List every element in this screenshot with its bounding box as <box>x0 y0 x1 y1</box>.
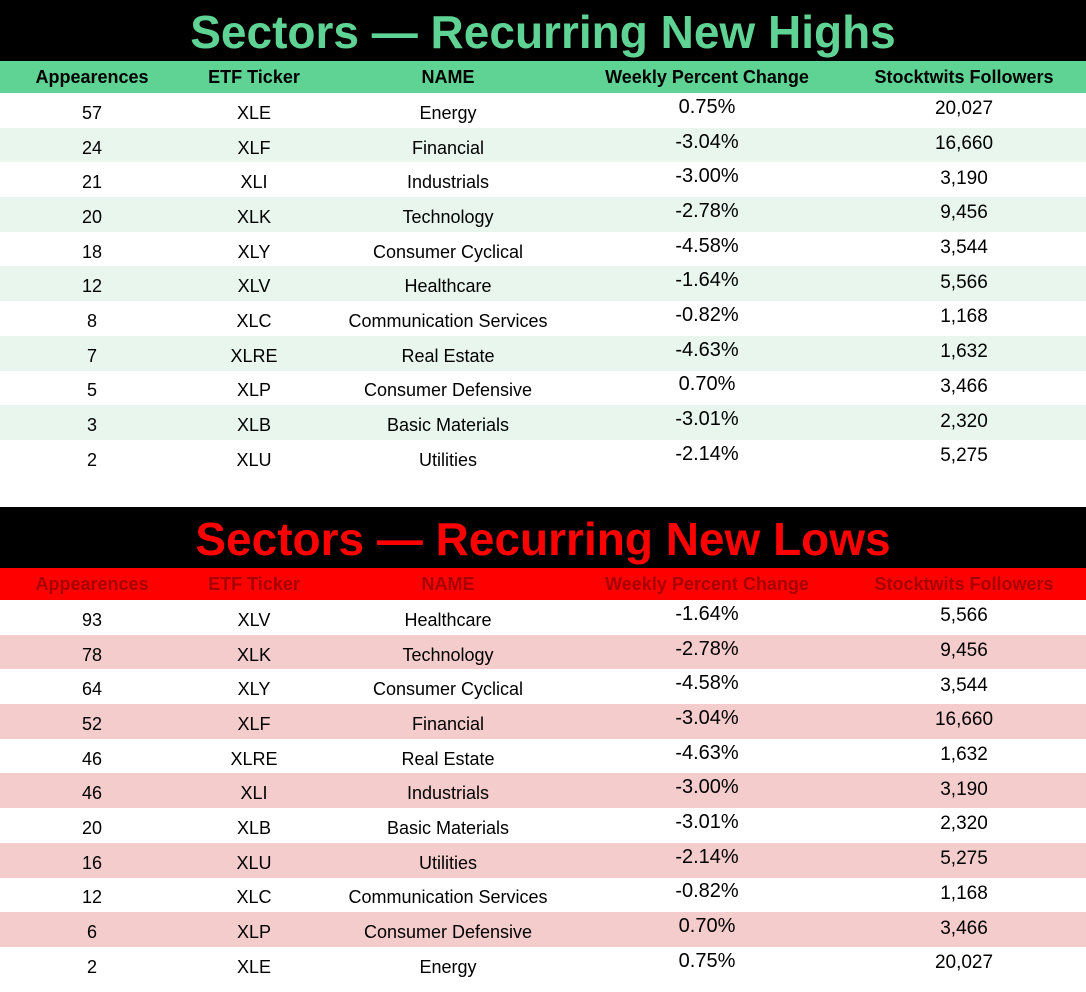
cell-etf-ticker: XLI <box>240 172 268 193</box>
new-highs-header-row <box>0 61 1086 93</box>
cell-stocktwits-followers: 3,544 <box>940 237 988 259</box>
table-row <box>0 301 1086 336</box>
cell-weekly-percent-change: -2.78% <box>675 199 739 222</box>
cell-name: Communication Services <box>348 887 548 908</box>
cell-appearances: 8 <box>86 310 97 331</box>
cell-etf-ticker: XLF <box>237 713 271 734</box>
cell-appearances: 20 <box>81 206 103 227</box>
cell-name: Financial <box>411 713 485 734</box>
cell-etf-ticker: XLE <box>236 102 272 123</box>
table-row <box>0 266 1086 301</box>
table-row <box>0 405 1086 440</box>
cell-name: Real Estate <box>401 748 495 769</box>
new-lows-table-body <box>0 600 1086 982</box>
table-row <box>0 128 1086 163</box>
new-lows-title: Sectors — Recurring New Lows <box>0 507 1086 568</box>
new-lows-header-row <box>0 568 1086 600</box>
cell-appearances: 20 <box>81 817 103 838</box>
cell-weekly-percent-change: -0.82% <box>675 880 739 903</box>
cell-name: Utilities <box>418 449 477 470</box>
cell-etf-ticker: XLB <box>236 415 272 436</box>
cell-weekly-percent-change: -2.14% <box>675 442 739 465</box>
cell-etf-ticker: XLRE <box>230 345 278 366</box>
cell-stocktwits-followers: 9,456 <box>940 202 988 224</box>
cell-stocktwits-followers: 2,320 <box>940 410 988 432</box>
cell-weekly-percent-change: -0.82% <box>675 303 739 326</box>
cell-weekly-percent-change: -3.04% <box>675 706 739 729</box>
cell-weekly-percent-change: -3.01% <box>675 810 739 833</box>
cell-appearances: 2 <box>86 956 97 977</box>
table-row <box>0 197 1086 232</box>
cell-etf-ticker: XLC <box>236 310 272 331</box>
header-name: NAME <box>421 66 475 87</box>
cell-name: Consumer Cyclical <box>372 679 524 700</box>
cell-name: Basic Materials <box>386 415 510 436</box>
cell-appearances: 3 <box>86 415 97 436</box>
cell-name: Utilities <box>418 852 477 873</box>
table-row <box>0 704 1086 739</box>
cell-etf-ticker: XLK <box>236 206 272 227</box>
cell-stocktwits-followers: 5,566 <box>940 271 988 293</box>
table-row <box>0 878 1086 913</box>
cell-name: Healthcare <box>404 609 492 630</box>
new-lows-section <box>0 507 1086 982</box>
table-row <box>0 635 1086 670</box>
table-row <box>0 773 1086 808</box>
cell-appearances: 46 <box>81 783 103 804</box>
cell-appearances: 57 <box>81 102 103 123</box>
table-row <box>0 739 1086 774</box>
cell-name: Consumer Defensive <box>363 380 533 401</box>
cell-appearances: 5 <box>86 380 97 401</box>
cell-weekly-percent-change: 0.70% <box>678 373 736 396</box>
new-highs-title: Sectors — Recurring New Highs <box>0 0 1086 61</box>
header-stocktwits-followers: Stocktwits Followers <box>874 66 1054 87</box>
cell-name: Real Estate <box>401 345 495 366</box>
table-row <box>0 440 1086 475</box>
cell-etf-ticker: XLK <box>236 644 272 665</box>
table-row <box>0 162 1086 197</box>
cell-name: Healthcare <box>404 276 492 297</box>
header-weekly-percent-change: Weekly Percent Change <box>605 66 809 87</box>
cell-appearances: 21 <box>81 172 103 193</box>
cell-name: Basic Materials <box>386 817 510 838</box>
cell-weekly-percent-change: -4.63% <box>675 741 739 764</box>
cell-appearances: 16 <box>81 852 103 873</box>
cell-weekly-percent-change: -1.64% <box>675 269 739 292</box>
cell-weekly-percent-change: 0.75% <box>678 95 736 118</box>
cell-etf-ticker: XLV <box>237 609 271 630</box>
cell-etf-ticker: XLV <box>237 276 271 297</box>
cell-weekly-percent-change: -4.58% <box>675 672 739 695</box>
cell-name: Technology <box>402 644 494 665</box>
cell-stocktwits-followers: 16,660 <box>934 709 994 731</box>
header-etf-ticker: ETF Ticker <box>208 573 300 594</box>
cell-appearances: 18 <box>81 241 103 262</box>
table-row <box>0 93 1086 128</box>
cell-etf-ticker: XLI <box>240 783 268 804</box>
new-highs-table-body <box>0 93 1086 475</box>
cell-name: Consumer Cyclical <box>372 241 524 262</box>
cell-name: Energy <box>419 102 477 123</box>
cell-stocktwits-followers: 1,632 <box>940 341 988 363</box>
cell-stocktwits-followers: 1,168 <box>940 882 988 904</box>
cell-stocktwits-followers: 2,320 <box>940 813 988 835</box>
cell-stocktwits-followers: 3,190 <box>940 167 988 189</box>
table-row <box>0 232 1086 267</box>
new-highs-section <box>0 0 1086 475</box>
cell-stocktwits-followers: 9,456 <box>940 640 988 662</box>
cell-stocktwits-followers: 5,275 <box>940 848 988 870</box>
cell-etf-ticker: XLF <box>237 137 271 158</box>
cell-stocktwits-followers: 5,275 <box>940 445 988 467</box>
cell-etf-ticker: XLP <box>236 380 272 401</box>
header-name: NAME <box>421 573 475 594</box>
cell-weekly-percent-change: -1.64% <box>675 602 739 625</box>
cell-etf-ticker: XLRE <box>230 748 278 769</box>
cell-weekly-percent-change: -3.01% <box>675 408 739 431</box>
cell-name: Technology <box>402 206 494 227</box>
cell-etf-ticker: XLY <box>237 679 271 700</box>
cell-name: Industrials <box>406 172 490 193</box>
table-row <box>0 843 1086 878</box>
cell-stocktwits-followers: 1,168 <box>940 306 988 328</box>
cell-etf-ticker: XLE <box>236 956 272 977</box>
table-row <box>0 912 1086 947</box>
cell-weekly-percent-change: -3.04% <box>675 130 739 153</box>
cell-name: Financial <box>411 137 485 158</box>
cell-appearances: 46 <box>81 748 103 769</box>
cell-etf-ticker: XLB <box>236 817 272 838</box>
cell-stocktwits-followers: 3,466 <box>940 917 988 939</box>
cell-stocktwits-followers: 16,660 <box>934 133 994 155</box>
cell-stocktwits-followers: 3,466 <box>940 375 988 397</box>
cell-etf-ticker: XLP <box>236 922 272 943</box>
cell-name: Consumer Defensive <box>363 922 533 943</box>
cell-weekly-percent-change: -2.78% <box>675 637 739 660</box>
cell-appearances: 52 <box>81 713 103 734</box>
cell-weekly-percent-change: -3.00% <box>675 776 739 799</box>
table-row <box>0 808 1086 843</box>
table-row <box>0 336 1086 371</box>
header-etf-ticker: ETF Ticker <box>208 66 300 87</box>
cell-appearances: 78 <box>81 644 103 665</box>
table-row <box>0 371 1086 406</box>
cell-appearances: 93 <box>81 609 103 630</box>
cell-etf-ticker: XLC <box>236 887 272 908</box>
table-row <box>0 669 1086 704</box>
cell-stocktwits-followers: 3,544 <box>940 674 988 696</box>
cell-appearances: 2 <box>86 449 97 470</box>
header-appearances: Appearences <box>35 573 149 594</box>
cell-etf-ticker: XLY <box>237 241 271 262</box>
cell-weekly-percent-change: -3.00% <box>675 165 739 188</box>
cell-appearances: 12 <box>81 887 103 908</box>
cell-stocktwits-followers: 20,027 <box>934 98 994 120</box>
cell-etf-ticker: XLU <box>236 852 272 873</box>
header-weekly-percent-change: Weekly Percent Change <box>605 573 809 594</box>
cell-weekly-percent-change: -4.58% <box>675 234 739 257</box>
cell-appearances: 64 <box>81 679 103 700</box>
cell-name: Communication Services <box>348 310 548 331</box>
cell-name: Energy <box>419 956 477 977</box>
table-row <box>0 600 1086 635</box>
cell-stocktwits-followers: 20,027 <box>934 952 994 974</box>
cell-weekly-percent-change: -2.14% <box>675 845 739 868</box>
cell-name: Industrials <box>406 783 490 804</box>
cell-appearances: 6 <box>86 922 97 943</box>
header-stocktwits-followers: Stocktwits Followers <box>874 573 1054 594</box>
header-appearances: Appearences <box>35 66 149 87</box>
cell-weekly-percent-change: -4.63% <box>675 338 739 361</box>
table-row <box>0 947 1086 982</box>
cell-stocktwits-followers: 1,632 <box>940 744 988 766</box>
cell-appearances: 12 <box>81 276 103 297</box>
cell-stocktwits-followers: 3,190 <box>940 778 988 800</box>
cell-stocktwits-followers: 5,566 <box>940 605 988 627</box>
cell-appearances: 24 <box>81 137 103 158</box>
cell-weekly-percent-change: 0.70% <box>678 915 736 938</box>
cell-appearances: 7 <box>86 345 97 366</box>
cell-etf-ticker: XLU <box>236 449 272 470</box>
cell-weekly-percent-change: 0.75% <box>678 949 736 972</box>
